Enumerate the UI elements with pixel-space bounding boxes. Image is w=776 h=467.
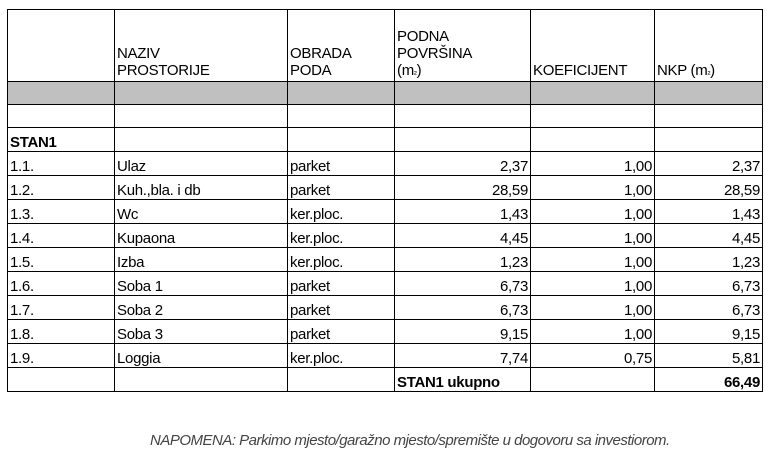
room-number: 1.1. — [8, 152, 115, 176]
table-row — [8, 320, 763, 344]
total-row — [8, 368, 763, 392]
room-name: Soba 2 — [115, 296, 288, 320]
spacer-cell — [655, 82, 763, 105]
floor-area: 6,73 — [395, 296, 531, 320]
coefficient: 1,00 — [531, 200, 655, 224]
table-row — [8, 176, 763, 200]
header-name-line1: NAZIV — [117, 45, 160, 62]
header-nkp-unit-sub: ² — [707, 69, 711, 79]
nkp-value: 9,15 — [655, 320, 763, 344]
header-nkp-unit-close: ) — [710, 62, 715, 79]
room-name: Wc — [115, 200, 288, 224]
table-row — [8, 224, 763, 248]
spacer-cell — [395, 105, 531, 128]
header-cell-coef: KOEFICIJENT — [531, 10, 655, 82]
floor-finish: parket — [288, 152, 395, 176]
room-name: Ulaz — [115, 152, 288, 176]
header-finish-line1: OBRADA — [290, 45, 352, 62]
coefficient: 1,00 — [531, 296, 655, 320]
room-number: 1.5. — [8, 248, 115, 272]
nkp-value: 6,73 — [655, 272, 763, 296]
total-value: 66,49 — [655, 368, 763, 392]
nkp-value: 1,43 — [655, 200, 763, 224]
coefficient: 1,00 — [531, 248, 655, 272]
coefficient: 1,00 — [531, 152, 655, 176]
room-number: 1.2. — [8, 176, 115, 200]
coefficient: 1,00 — [531, 272, 655, 296]
spacer-cell — [115, 105, 288, 128]
nkp-value: 4,45 — [655, 224, 763, 248]
spacer-cell — [288, 105, 395, 128]
header-name-line2: PROSTORIJE — [117, 62, 210, 79]
room-name: Kuh.,bla. i db — [115, 176, 288, 200]
section-cell — [531, 128, 655, 152]
header-area-line1: PODNA — [397, 28, 449, 45]
header-row — [8, 10, 763, 82]
room-number: 1.3. — [8, 200, 115, 224]
floor-finish: ker.ploc. — [288, 248, 395, 272]
room-number: 1.6. — [8, 272, 115, 296]
total-label: STAN1 ukupno — [395, 368, 531, 392]
floor-finish: parket — [288, 176, 395, 200]
header-cell-no — [8, 10, 115, 82]
total-cell — [288, 368, 395, 392]
floor-finish: parket — [288, 320, 395, 344]
coefficient: 1,00 — [531, 176, 655, 200]
gray-spacer-row — [8, 82, 763, 105]
room-name: Izba — [115, 248, 288, 272]
header-finish-line2: PODA — [290, 62, 332, 79]
header-area-unit-close: ) — [416, 62, 422, 79]
table-row — [8, 152, 763, 176]
nkp-value: 1,23 — [655, 248, 763, 272]
table-row — [8, 296, 763, 320]
floor-area: 28,59 — [395, 176, 531, 200]
spacer-cell — [288, 82, 395, 105]
floor-area: 7,74 — [395, 344, 531, 368]
header-nkp-label: NKP (m — [657, 62, 708, 79]
spacer-cell — [115, 82, 288, 105]
header-cell-area — [395, 10, 531, 82]
room-number: 1.8. — [8, 320, 115, 344]
spacer-cell — [531, 82, 655, 105]
header-cell-finish — [288, 10, 395, 82]
spacer-cell — [531, 105, 655, 128]
room-name: Kupaona — [115, 224, 288, 248]
nkp-value: 6,73 — [655, 296, 763, 320]
section-title: STAN1 — [8, 128, 115, 152]
floor-area: 1,43 — [395, 200, 531, 224]
section-cell — [395, 128, 531, 152]
spacer-cell — [8, 82, 115, 105]
floor-finish: ker.ploc. — [288, 224, 395, 248]
spacer-cell — [655, 105, 763, 128]
section-cell — [655, 128, 763, 152]
coefficient: 1,00 — [531, 320, 655, 344]
spacer-cell — [8, 105, 115, 128]
coefficient: 0,75 — [531, 344, 655, 368]
room-name: Loggia — [115, 344, 288, 368]
area-table — [7, 9, 763, 392]
floor-finish: parket — [288, 296, 395, 320]
nkp-value: 2,37 — [655, 152, 763, 176]
nkp-value: 5,81 — [655, 344, 763, 368]
header-area-unit-sub: ² — [413, 69, 417, 79]
room-number: 1.4. — [8, 224, 115, 248]
spacer-cell — [395, 82, 531, 105]
coefficient: 1,00 — [531, 224, 655, 248]
blank-spacer-row — [8, 105, 763, 128]
section-cell — [115, 128, 288, 152]
table-row — [8, 272, 763, 296]
total-cell — [531, 368, 655, 392]
floor-area: 9,15 — [395, 320, 531, 344]
floor-finish: ker.ploc. — [288, 200, 395, 224]
table-row — [8, 344, 763, 368]
room-number: 1.7. — [8, 296, 115, 320]
header-area-unit-open: (m — [397, 62, 414, 79]
header-area-unit — [397, 62, 528, 79]
header-cell-nkp — [655, 10, 763, 82]
floor-area: 1,23 — [395, 248, 531, 272]
total-cell — [115, 368, 288, 392]
floor-area: 4,45 — [395, 224, 531, 248]
footnote: NAPOMENA: Parkimo mjesto/garažno mjesto/spremište u dogovoru sa investiorom. — [150, 432, 670, 449]
floor-finish: ker.ploc. — [288, 344, 395, 368]
section-cell — [288, 128, 395, 152]
nkp-value: 28,59 — [655, 176, 763, 200]
room-name: Soba 3 — [115, 320, 288, 344]
floor-area: 6,73 — [395, 272, 531, 296]
header-cell-name — [115, 10, 288, 82]
floor-area: 2,37 — [395, 152, 531, 176]
table-row — [8, 248, 763, 272]
room-name: Soba 1 — [115, 272, 288, 296]
floor-finish: parket — [288, 272, 395, 296]
header-area-line2: POVRŠINA — [397, 45, 473, 62]
table-row — [8, 200, 763, 224]
room-number: 1.9. — [8, 344, 115, 368]
total-cell — [8, 368, 115, 392]
section-row — [8, 128, 763, 152]
